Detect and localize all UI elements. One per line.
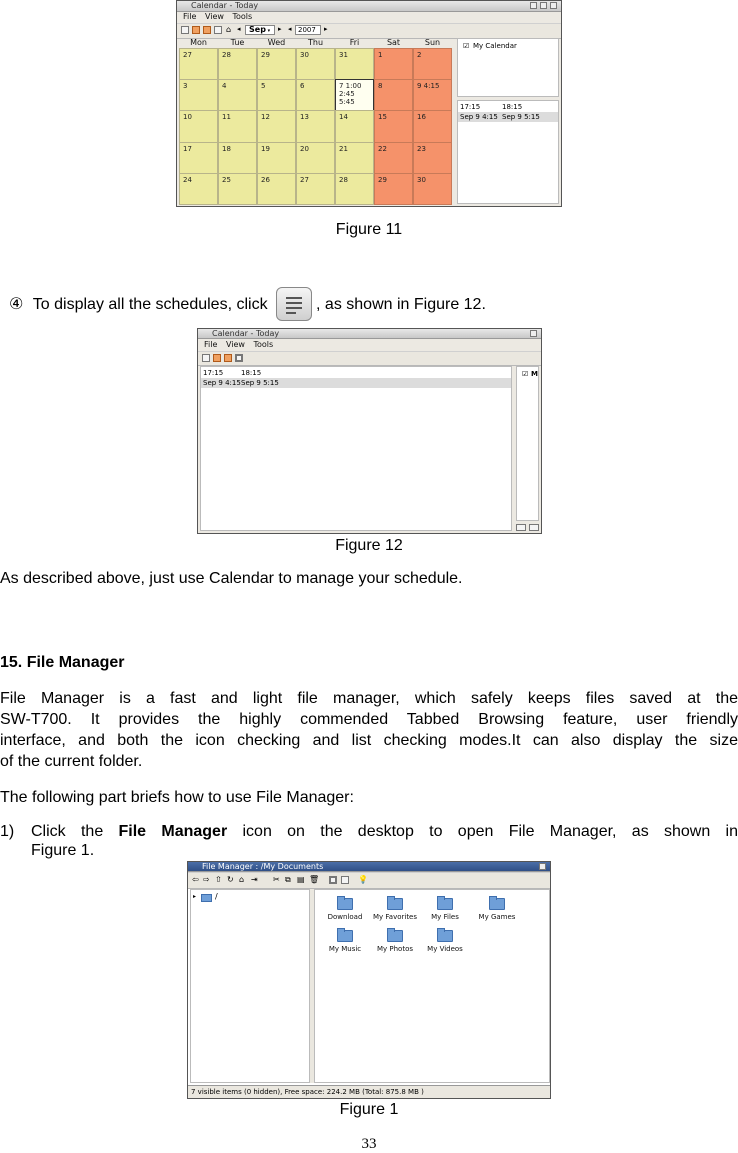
section-heading: 15. File Manager	[0, 654, 125, 671]
schedule-list-icon[interactable]	[214, 26, 222, 34]
folder-label: Download	[327, 913, 363, 921]
schedule-row[interactable]	[458, 112, 558, 122]
folder-label: My Games	[478, 913, 516, 921]
up-icon[interactable]: ⇧	[215, 875, 222, 884]
day-cell[interactable]: 5	[257, 79, 296, 111]
day-cell[interactable]: 18	[218, 142, 257, 174]
calendar-list-item[interactable]: My Calendar	[473, 42, 517, 50]
step1-post: icon on the desktop to open File Manager, as shown in	[227, 823, 738, 840]
day-cell[interactable]: 7 1:00 2:45 5:45	[335, 79, 374, 111]
calendar-list-panel	[516, 366, 539, 521]
page-number: 33	[361, 1136, 377, 1152]
day-cell[interactable]: 2	[413, 48, 452, 80]
day-cell[interactable]: 15	[374, 110, 413, 142]
step4-text-before: To display all the schedules, click	[32, 296, 268, 313]
info-icon[interactable]: 💡	[358, 875, 368, 884]
day-cell[interactable]: 6	[296, 79, 335, 111]
toolbar	[188, 872, 550, 889]
window-title: File Manager : /My Documents	[202, 862, 324, 871]
folder-icon	[387, 930, 403, 942]
step4-marker: ④	[9, 294, 24, 313]
folder-item[interactable]	[319, 930, 371, 953]
day-view-icon[interactable]	[202, 354, 210, 362]
calendar-window-figure12	[197, 328, 542, 534]
day-cell[interactable]: 26	[257, 173, 296, 205]
delete-icon[interactable]: 🗑	[309, 875, 320, 884]
forward-icon[interactable]: ⇨	[203, 875, 210, 884]
day-cell[interactable]: 10	[179, 110, 218, 142]
menubar	[177, 12, 561, 23]
schedule-panel	[200, 366, 512, 531]
weekday-label: Sun	[424, 38, 441, 47]
menubar	[198, 340, 541, 351]
menu-view[interactable]: View	[225, 340, 245, 349]
weekday-label: Thu	[307, 38, 324, 47]
expand-arrow-icon[interactable]: ▸	[193, 893, 197, 900]
summary-text: As described above, just use Calendar to manage your schedule.	[0, 570, 463, 587]
day-cell[interactable]: 20	[296, 142, 335, 174]
chevron-down-icon: ▾	[265, 28, 271, 34]
root-folder-icon	[201, 894, 212, 902]
cut-icon[interactable]: ✂	[273, 875, 280, 884]
copy-icon[interactable]: ⧉	[285, 875, 291, 884]
step1-line-2: Figure 1.	[31, 842, 95, 859]
file-manager-window	[187, 861, 551, 1099]
close-button[interactable]	[539, 863, 546, 870]
prev-year-icon[interactable]: ◂	[288, 25, 292, 33]
paragraph-line-2: SW-T700. It provides the highly commended Tabbed Browsing feature, user friendly	[0, 711, 738, 728]
toolbar	[198, 351, 541, 366]
folder-item[interactable]	[369, 898, 421, 921]
folder-item[interactable]	[419, 898, 471, 921]
folder-label: My Files	[431, 913, 459, 921]
folder-item[interactable]	[471, 898, 523, 921]
day-cell[interactable]: 11	[218, 110, 257, 142]
folder-label: My Favorites	[372, 913, 418, 921]
day-cell[interactable]: 30	[296, 48, 335, 80]
schedule-start: Sep 9 4:15	[460, 113, 498, 121]
menu-view[interactable]: View	[204, 12, 224, 21]
day-cell[interactable]: 12	[257, 110, 296, 142]
day-cell[interactable]: 3	[179, 79, 218, 111]
close-button[interactable]	[550, 2, 557, 9]
menu-tools[interactable]: Tools	[232, 12, 253, 21]
calendar-list-panel	[457, 38, 559, 97]
weekday-label: Tue	[230, 38, 245, 47]
month-value: Sep	[249, 25, 266, 34]
status-bar	[188, 1085, 550, 1098]
close-button[interactable]	[530, 330, 537, 337]
calendar-checkbox[interactable]: ☑	[463, 42, 470, 50]
day-cell[interactable]: 4	[218, 79, 257, 111]
day-cell[interactable]: 8	[374, 79, 413, 111]
folder-icon	[337, 898, 353, 910]
folder-icon-panel	[314, 889, 550, 1083]
day-cell[interactable]: 21	[335, 142, 374, 174]
folder-item[interactable]	[369, 930, 421, 953]
day-cell[interactable]: 27	[179, 48, 218, 80]
day-cell[interactable]: 14	[335, 110, 374, 142]
window-title: Calendar - Today	[212, 329, 280, 338]
weekday-label: Fri	[349, 38, 360, 47]
week-view-icon[interactable]	[192, 26, 200, 34]
day-cell[interactable]: 30	[413, 173, 452, 205]
window-title: Calendar - Today	[191, 1, 259, 10]
schedule-row[interactable]	[201, 378, 511, 388]
schedule-start-header: 17:15	[460, 103, 481, 111]
weekday-label: Sat	[386, 38, 401, 47]
brief-text: The following part briefs how to use File Manager:	[0, 789, 354, 806]
menu-file[interactable]: File	[204, 340, 218, 349]
tree-root-label[interactable]: /	[215, 892, 218, 901]
schedule-end: Sep 9 5:15	[241, 379, 279, 387]
schedule-start: Sep 9 4:15	[203, 379, 241, 387]
refresh-icon[interactable]: ↻	[227, 875, 234, 884]
month-select[interactable]	[245, 25, 275, 35]
day-cell[interactable]: 9 4:15	[413, 79, 452, 111]
step1-number: 1)	[0, 823, 15, 840]
day-cell[interactable]: 29	[257, 48, 296, 80]
day-cell[interactable]: 13	[296, 110, 335, 142]
step4-line	[9, 287, 729, 322]
folder-icon	[437, 930, 453, 942]
window-titlebar	[188, 862, 550, 872]
schedule-end-header: 18:15	[241, 369, 262, 377]
folder-icon	[437, 898, 453, 910]
figure12-caption: Figure 12	[335, 537, 403, 554]
next-year-icon[interactable]: ▸	[324, 25, 328, 33]
schedule-list-icon	[276, 287, 312, 321]
menu-tools[interactable]: Tools	[253, 340, 274, 349]
step1-pre: Click the	[31, 823, 119, 840]
day-view-icon[interactable]	[181, 26, 189, 34]
toolbar	[177, 23, 561, 39]
figure1-caption: Figure 1	[339, 1101, 399, 1118]
folder-label: My Videos	[427, 945, 463, 953]
folder-label: My Photos	[376, 945, 414, 953]
minimize-button[interactable]	[530, 2, 537, 9]
home-icon[interactable]: ⌂	[239, 875, 245, 884]
prev-month-icon[interactable]: ◂	[237, 25, 241, 33]
schedule-end: Sep 9 5:15	[502, 113, 540, 121]
paragraph-line-3: interface, and both the icon checking and list checking modes.It can also display the size	[0, 732, 738, 749]
paragraph-line-4: of the current folder.	[0, 753, 143, 770]
calendar-window-figure11	[176, 0, 562, 207]
step1-line-1	[31, 822, 738, 841]
day-cell[interactable]: 31	[335, 48, 374, 80]
next-month-icon[interactable]: ▸	[278, 25, 282, 33]
schedule-list-icon[interactable]	[235, 354, 243, 362]
day-cell[interactable]: 1	[374, 48, 413, 80]
window-titlebar	[177, 1, 561, 12]
day-cell[interactable]: 19	[257, 142, 296, 174]
weekday-label: Mon	[190, 38, 207, 47]
scroll-left-icon[interactable]	[516, 524, 526, 531]
goto-icon[interactable]: ⇥	[251, 875, 258, 884]
day-cell[interactable]: 23	[413, 142, 452, 174]
folder-icon	[489, 898, 505, 910]
folder-label: My Music	[328, 945, 362, 953]
step4-text-after: , as shown in Figure 12.	[316, 296, 486, 313]
day-cell[interactable]: 17	[179, 142, 218, 174]
home-icon[interactable]: ⌂	[226, 25, 232, 34]
week-view-icon[interactable]	[213, 354, 221, 362]
day-cell[interactable]: 29	[374, 173, 413, 205]
list-view-icon[interactable]	[341, 876, 349, 884]
calendar-checkbox[interactable]: ☑	[522, 370, 529, 378]
weekday-label: Wed	[267, 38, 286, 47]
folder-icon	[337, 930, 353, 942]
step1-bold: File Manager	[118, 823, 228, 840]
menu-file[interactable]: File	[183, 12, 197, 21]
paste-icon[interactable]: ▤	[297, 875, 305, 884]
year-field[interactable]: 2007	[295, 25, 321, 35]
status-text: 7 visible items (0 hidden), Free space: 224.2 MB (Total: 875.8 MB )	[191, 1088, 424, 1096]
calendar-list-item[interactable]: M	[531, 370, 538, 378]
folder-item[interactable]	[319, 898, 371, 921]
day-cell[interactable]: 28	[218, 48, 257, 80]
day-cell[interactable]: 24	[179, 173, 218, 205]
icon-view-icon[interactable]	[329, 876, 337, 884]
folder-tree-panel	[190, 889, 310, 1083]
window-titlebar	[198, 329, 541, 339]
month-view-icon[interactable]	[203, 26, 211, 34]
scroll-right-icon[interactable]	[529, 524, 539, 531]
schedule-start-header: 17:15	[203, 369, 224, 377]
folder-icon	[387, 898, 403, 910]
paragraph-line-1: File Manager is a fast and light file manager, which safely keeps files saved at the	[0, 690, 738, 707]
maximize-button[interactable]	[540, 2, 547, 9]
day-cell[interactable]: 28	[335, 173, 374, 205]
schedule-end-header: 18:15	[502, 103, 523, 111]
figure11-caption: Figure 11	[335, 221, 403, 238]
folder-item[interactable]	[419, 930, 471, 953]
day-cell[interactable]: 22	[374, 142, 413, 174]
day-cell[interactable]: 25	[218, 173, 257, 205]
schedule-panel	[457, 100, 559, 204]
day-cell[interactable]: 27	[296, 173, 335, 205]
month-view-icon[interactable]	[224, 354, 232, 362]
day-cell[interactable]: 16	[413, 110, 452, 142]
back-icon[interactable]: ⇦	[192, 875, 199, 884]
